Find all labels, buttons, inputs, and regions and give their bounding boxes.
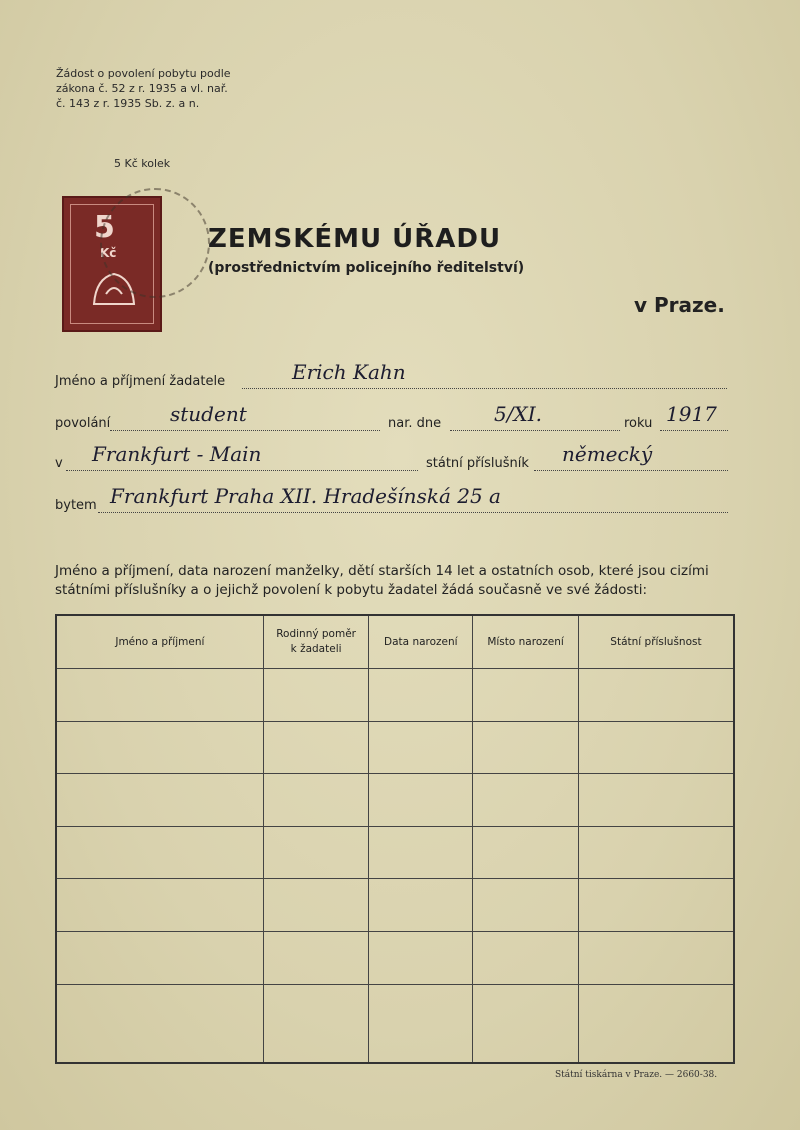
- table-cell[interactable]: [369, 879, 473, 932]
- table-row: [56, 931, 734, 984]
- citizenship-line: [534, 469, 728, 471]
- table-cell[interactable]: [578, 984, 734, 1063]
- residence-field[interactable]: Frankfurt Praha XII. Hradešínská 25 a: [110, 484, 501, 508]
- table-cell[interactable]: [263, 669, 369, 722]
- table-cell[interactable]: [369, 774, 473, 827]
- table-cell[interactable]: [473, 721, 579, 774]
- table-row: [56, 826, 734, 879]
- table-cell[interactable]: [473, 879, 579, 932]
- occupation-field[interactable]: student: [170, 402, 247, 426]
- legal-reference-line: č. 143 z r. 1935 Sb. z. a n.: [56, 97, 200, 110]
- printer-imprint: Státní tiskárna v Praze. — 2660-38.: [555, 1070, 718, 1080]
- table-cell[interactable]: [263, 826, 369, 879]
- table-cell[interactable]: [578, 879, 734, 932]
- table-cell[interactable]: [578, 774, 734, 827]
- stamp-value: 5: [94, 210, 115, 245]
- table-row: [56, 984, 734, 1063]
- legal-reference-line: Žádost o povolení pobytu podle: [56, 67, 231, 80]
- table-cell[interactable]: [56, 879, 263, 932]
- citizenship-field[interactable]: německý: [562, 442, 653, 466]
- table-cell[interactable]: [578, 931, 734, 984]
- column-header-birth-date: Data narození: [369, 615, 473, 669]
- birth-year-line: [660, 429, 728, 431]
- table-cell[interactable]: [263, 879, 369, 932]
- column-header-name: Jméno a příjmení: [56, 615, 263, 669]
- birth-year-label: roku: [624, 416, 653, 431]
- table-cell[interactable]: [473, 774, 579, 827]
- column-header-relation: Rodinný poměr k žadateli: [263, 615, 369, 669]
- table-cell[interactable]: [56, 774, 263, 827]
- stamp-label: 5 Kč kolek: [114, 157, 171, 170]
- table-cell[interactable]: [473, 669, 579, 722]
- stamp-currency: Kč: [100, 246, 117, 260]
- name-field[interactable]: Erich Kahn: [292, 360, 406, 384]
- postmark-icon: [100, 188, 210, 298]
- table-row: [56, 669, 734, 722]
- column-header-citizenship: Státní příslušnost: [578, 615, 734, 669]
- instruction-line: státními příslušníky a o jejichž povolení k pobytu žadatel žádá současně ve své žádosti:: [55, 582, 648, 598]
- residence-line: [98, 511, 728, 513]
- legal-reference: [56, 66, 231, 111]
- table-cell[interactable]: [263, 774, 369, 827]
- birth-place-line: [66, 469, 418, 471]
- addressee-city: v Praze.: [634, 293, 725, 317]
- table-cell[interactable]: [56, 826, 263, 879]
- table-cell[interactable]: [263, 984, 369, 1063]
- instruction-line: Jméno a příjmení, data narození manželky, dětí starších 14 let a ostatních osob, které jsou cizími: [55, 563, 709, 579]
- birth-date-label: nar. dne: [388, 416, 442, 431]
- addressee-subtitle: (prostřednictvím policejního ředitelství): [208, 260, 525, 276]
- name-line: [242, 387, 727, 389]
- occupation-line: [110, 429, 380, 431]
- table-cell[interactable]: [369, 826, 473, 879]
- birth-year-field[interactable]: 1917: [666, 402, 717, 426]
- table-cell[interactable]: [473, 931, 579, 984]
- table-cell[interactable]: [263, 931, 369, 984]
- legal-reference-line: zákona č. 52 z r. 1935 a vl. nař.: [56, 82, 228, 95]
- column-header-birth-place: Místo narození: [473, 615, 579, 669]
- occupation-label: povolání: [55, 416, 111, 431]
- citizenship-label: státní příslušník: [426, 456, 529, 471]
- birth-date-field[interactable]: 5/XI.: [494, 402, 542, 426]
- table-cell[interactable]: [263, 721, 369, 774]
- table-cell[interactable]: [369, 931, 473, 984]
- table-cell[interactable]: [56, 984, 263, 1063]
- table-row: [56, 879, 734, 932]
- birth-place-label: v: [55, 456, 63, 471]
- family-members-instruction: [55, 562, 745, 600]
- table-cell[interactable]: [56, 931, 263, 984]
- family-members-table: [55, 614, 735, 1064]
- table-cell[interactable]: [578, 826, 734, 879]
- table-cell[interactable]: [473, 826, 579, 879]
- table-row: [56, 721, 734, 774]
- name-label: Jméno a příjmení žadatele: [55, 374, 226, 389]
- table-cell[interactable]: [578, 721, 734, 774]
- table-cell[interactable]: [578, 669, 734, 722]
- table-cell[interactable]: [369, 721, 473, 774]
- table-cell[interactable]: [369, 669, 473, 722]
- residence-label: bytem: [55, 498, 97, 513]
- table-cell[interactable]: [369, 984, 473, 1063]
- birth-place-field[interactable]: Frankfurt - Main: [92, 442, 262, 466]
- table-cell[interactable]: [56, 721, 263, 774]
- birth-date-line: [450, 429, 620, 431]
- addressee-title: ZEMSKÉMU ÚŘADU: [208, 224, 502, 254]
- table-header-row: [56, 615, 734, 669]
- table-cell[interactable]: [56, 669, 263, 722]
- table-cell[interactable]: [473, 984, 579, 1063]
- table-row: [56, 774, 734, 827]
